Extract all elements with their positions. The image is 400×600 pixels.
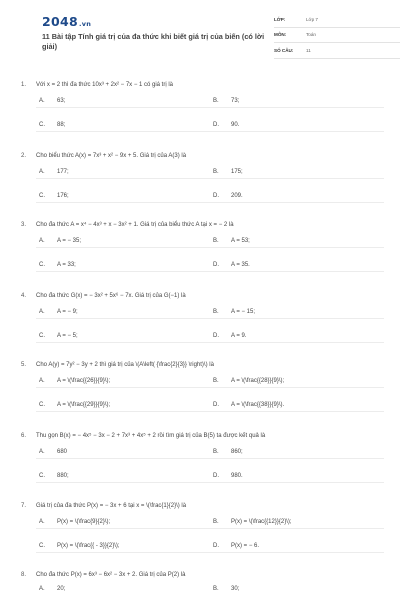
- option-row: [36, 519, 384, 531]
- options: [36, 586, 384, 598]
- question-7: [21, 503, 384, 567]
- question-1: [21, 82, 384, 146]
- question-number: 7.: [21, 503, 27, 509]
- divider: [36, 482, 384, 483]
- question-text: [21, 82, 384, 88]
- option-a[interactable]: A. A = \(\frac{{26}}{9}\);: [39, 378, 111, 384]
- question-3: [21, 222, 384, 286]
- option-b[interactable]: B. 860;: [213, 449, 243, 455]
- option-b[interactable]: B. 30;: [213, 586, 240, 592]
- option-row: [36, 402, 384, 414]
- option-a[interactable]: A. 20;: [39, 586, 66, 592]
- option-row: [36, 122, 384, 134]
- question-text: [21, 153, 384, 159]
- option-b[interactable]: B. P(x) = \(\frac{{12}}{2}\);: [213, 519, 292, 525]
- option-c[interactable]: C. 88;: [39, 122, 66, 128]
- option-row: [36, 193, 384, 205]
- option-b[interactable]: B. A = − 15;: [213, 309, 256, 315]
- question-text: [21, 362, 384, 368]
- divider: [36, 247, 384, 248]
- option-c[interactable]: C. A = − 5;: [39, 333, 78, 339]
- option-row: [36, 309, 384, 321]
- option-row: [36, 262, 384, 274]
- divider: [36, 458, 384, 459]
- divider: [36, 271, 384, 272]
- option-d[interactable]: D. 980.: [213, 473, 243, 479]
- option-row: [36, 586, 384, 598]
- question-2: [21, 153, 384, 217]
- question-text: [21, 293, 384, 299]
- question-6: [21, 433, 384, 497]
- option-d[interactable]: D. 209.: [213, 193, 243, 199]
- meta-value: Toán: [306, 32, 316, 38]
- question-stem: Cho đa thức G(x) = − 3x² + 5x⁶ − 7x. Giá trị của G(−1) là: [36, 293, 186, 299]
- question-number: 6.: [21, 433, 27, 439]
- options: [36, 238, 384, 274]
- question-stem: Cho biểu thức A(x) = 7x³ + x² − 9x + 5. Giá trị của A(3) là: [36, 153, 187, 159]
- option-b[interactable]: B. A = \(\frac{{28}}{9}\);: [213, 378, 285, 384]
- question-number: 3.: [21, 222, 27, 228]
- site-logo[interactable]: 2048.vn: [42, 14, 92, 29]
- option-b[interactable]: B. 73;: [213, 98, 240, 104]
- option-a[interactable]: A. P(x) = \(\frac{9}{2}\);: [39, 519, 111, 525]
- option-row: [36, 449, 384, 461]
- option-a[interactable]: A. 177;: [39, 169, 69, 175]
- option-a[interactable]: A. A = − 9;: [39, 309, 78, 315]
- document-header: [21, 0, 384, 76]
- meta-label: SỐ CÂU:: [274, 47, 294, 53]
- options: [36, 519, 384, 555]
- option-a[interactable]: A. 63;: [39, 98, 66, 104]
- divider: [36, 552, 384, 553]
- meta-row-question-count: [274, 43, 400, 59]
- divider: [36, 202, 384, 203]
- options: [36, 98, 384, 134]
- question-text: [21, 572, 384, 578]
- question-number: 2.: [21, 153, 27, 159]
- option-b[interactable]: B. A = 53;: [213, 238, 250, 244]
- question-stem: Cho A(y) = 7y² − 3y + 2 thì giá trị của \(A\left( {\frac{2}{3}} \right)\) là: [36, 362, 214, 368]
- question-stem: Với x = 2 thì đa thức 10x³ + 2x² − 7x − 1 có giá trị là: [36, 82, 174, 88]
- meta-table: [274, 12, 400, 59]
- question-4: [21, 293, 384, 357]
- question-stem: Cho đa thức A = x⁴ − 4x³ + x − 3x² + 1. Giá trị của biểu thức A tại x = − 2 là: [36, 222, 234, 228]
- option-d[interactable]: D. A = 9.: [213, 333, 247, 339]
- question-number: 4.: [21, 293, 27, 299]
- divider: [36, 178, 384, 179]
- option-row: [36, 378, 384, 390]
- option-d[interactable]: D. P(x) = − 6.: [213, 543, 260, 549]
- meta-value: Lớp 7: [306, 16, 318, 22]
- options: [36, 449, 384, 485]
- options: [36, 309, 384, 345]
- option-a[interactable]: A. A = − 35;: [39, 238, 82, 244]
- meta-row-grade: [274, 12, 400, 28]
- option-row: [36, 169, 384, 181]
- question-number: 1.: [21, 82, 27, 88]
- question-5: [21, 362, 384, 426]
- option-row: [36, 333, 384, 345]
- option-c[interactable]: C. A = 33;: [39, 262, 76, 268]
- option-c[interactable]: C. P(x) = \(\frac{{ - 3}}{2}\);: [39, 543, 120, 549]
- options: [36, 378, 384, 414]
- question-stem: Cho đa thức P(x) = 6x³ − 6x² − 3x + 2. Giá trị của P(2) là: [36, 572, 186, 578]
- option-row: [36, 543, 384, 555]
- question-stem: Thu gọn B(x) = − 4x⁵ − 3x − 2 + 7x³ + 4x⁵ + 2 rồi tìm giá trị của B(5) ta được kết quả là: [36, 433, 266, 439]
- option-row: [36, 238, 384, 250]
- meta-label: LỚP:: [274, 16, 286, 22]
- meta-label: MÔN:: [274, 32, 287, 38]
- question-text: [21, 503, 384, 509]
- question-text: [21, 222, 384, 228]
- divider: [36, 387, 384, 388]
- option-a[interactable]: A. 680: [39, 449, 68, 455]
- option-row: [36, 98, 384, 110]
- question-stem: Giá trị của đa thức P(x) = − 3x + 6 tại x = \(\frac{1}{2}\) là: [36, 503, 187, 509]
- document-title: 11 Bài tập Tính giá trị của đa thức khi biết giá trị của biến (có lời giải): [42, 32, 265, 52]
- option-d[interactable]: D. 90.: [213, 122, 240, 128]
- question-text: [21, 433, 384, 439]
- meta-row-subject: [274, 28, 400, 44]
- divider: [36, 131, 384, 132]
- option-c[interactable]: C. 176;: [39, 193, 69, 199]
- divider: [36, 107, 384, 108]
- divider: [36, 411, 384, 412]
- question-number: 8.: [21, 572, 27, 578]
- option-b[interactable]: B. 175;: [213, 169, 243, 175]
- question-8: [21, 572, 384, 600]
- question-number: 5.: [21, 362, 27, 368]
- option-d[interactable]: D. A = 35.: [213, 262, 250, 268]
- option-c[interactable]: C. 880;: [39, 473, 69, 479]
- divider: [36, 318, 384, 319]
- divider: [36, 342, 384, 343]
- logo-suffix: .vn: [79, 20, 92, 28]
- meta-value: 11: [306, 47, 311, 53]
- option-d[interactable]: D. A = \(\frac{{38}}{9}\).: [213, 402, 285, 408]
- options: [36, 169, 384, 205]
- option-row: [36, 473, 384, 485]
- divider: [36, 528, 384, 529]
- option-c[interactable]: C. A = \(\frac{{29}}{9}\);: [39, 402, 111, 408]
